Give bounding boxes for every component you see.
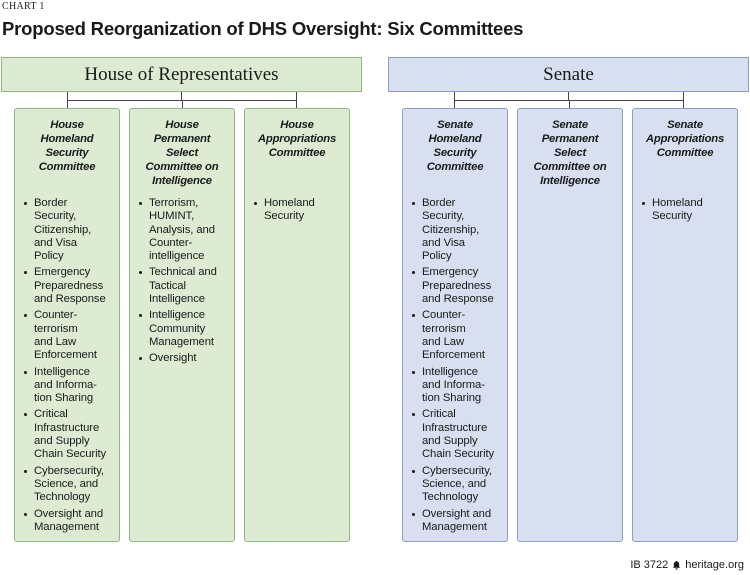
bullet-icon (412, 371, 415, 374)
duty-item (130, 266, 234, 306)
duty-text: Cybersecurity, Science, and Technology (34, 464, 104, 504)
duty-text: Oversight and Management (422, 507, 492, 533)
house-intelligence-committee (129, 108, 235, 542)
duty-text: Intelligence and Informa- tion Sharing (34, 365, 97, 405)
senate-drop-connector-2 (569, 100, 570, 108)
house-drop-connector-3 (296, 92, 297, 108)
issue-number: IB 3722 (630, 559, 669, 571)
footer (630, 559, 744, 571)
duty-text: Border Security, Citizenship, and Visa Policy (422, 197, 480, 263)
duty-list (403, 197, 507, 537)
duty-item (15, 309, 119, 362)
house-drop-connector-2 (182, 100, 183, 108)
duty-text: Homeland Security (264, 197, 315, 223)
senate-trunk-connector (568, 92, 569, 100)
duty-item (15, 366, 119, 406)
duty-item (403, 408, 507, 461)
duty-text: Homeland Security (652, 197, 703, 223)
senate-intelligence-committee (517, 108, 623, 542)
duty-list (633, 197, 737, 227)
duty-text: Intelligence and Informa- tion Sharing (422, 365, 485, 405)
senate-chamber-box (388, 57, 749, 92)
duty-text: Counter- terrorism and Law Enforcement (34, 309, 97, 362)
duty-text: Emergency Preparedness and Response (34, 266, 106, 306)
bullet-icon (412, 314, 415, 317)
duty-text: Critical Infrastructure and Supply Chain Security (34, 408, 107, 461)
committee-name: House Homeland Security Committee (38, 119, 96, 173)
bullet-icon (24, 202, 27, 205)
duty-text: Critical Infrastructure and Supply Chain Security (422, 408, 495, 461)
senate-chamber-name: Senate (543, 63, 594, 85)
duty-text: Counter- terrorism and Law Enforcement (422, 309, 485, 362)
duty-item (403, 508, 507, 535)
committee-name: Senate Homeland Security Committee (426, 119, 484, 173)
bullet-icon (642, 202, 645, 205)
committee-name: Senate Permanent Select Committee on Intelligence (533, 119, 607, 187)
duty-list (15, 197, 119, 537)
duty-text: Intelligence Community Management (149, 309, 214, 348)
committee-name: House Appropriations Committee (257, 119, 337, 159)
committee-name: Senate Appropriations Committee (645, 119, 725, 159)
chart-title: Proposed Reorganization of DHS Oversight: Six Committees (2, 18, 524, 39)
house-drop-connector-1 (67, 92, 68, 108)
bullet-icon (412, 413, 415, 416)
duty-text: Emergency Preparedness and Response (422, 266, 494, 306)
duty-item (15, 408, 119, 461)
duty-text: Border Security, Citizenship, and Visa Policy (34, 197, 92, 263)
duty-text: Terrorism, HUMINT, Analysis, and Counter- intelligence (149, 197, 215, 263)
bullet-icon (24, 513, 27, 516)
bullet-icon (24, 470, 27, 473)
senate-homeland-security-committee (402, 108, 508, 542)
duty-item (15, 266, 119, 306)
duty-item (130, 197, 234, 263)
committee-name: House Permanent Select Committee on Intelligence (145, 119, 219, 187)
bullet-icon (139, 271, 142, 274)
duty-text: Oversight and Management (34, 507, 104, 533)
duty-item (403, 197, 507, 263)
duty-text: Cybersecurity, Science, and Technology (422, 464, 492, 504)
bell-icon (672, 560, 681, 570)
bullet-icon (139, 202, 142, 205)
duty-item (403, 465, 507, 505)
duty-list (245, 197, 349, 227)
bullet-icon (139, 314, 142, 317)
duty-item (403, 309, 507, 362)
duty-item (130, 352, 234, 365)
bullet-icon (412, 513, 415, 516)
site-name: heritage.org (685, 559, 744, 571)
house-appropriations-committee (244, 108, 350, 542)
duty-text: Oversight (149, 352, 197, 365)
bullet-icon (254, 202, 257, 205)
duty-item (15, 197, 119, 263)
bullet-icon (139, 357, 142, 360)
senate-appropriations-committee (632, 108, 738, 542)
duty-item (15, 508, 119, 535)
duty-text: Technical and Tactical Intelligence (149, 266, 217, 306)
house-chamber-box (1, 57, 362, 92)
senate-drop-connector-1 (454, 92, 455, 108)
bullet-icon (24, 271, 27, 274)
bullet-icon (24, 314, 27, 317)
duty-item (245, 197, 349, 224)
senate-drop-connector-3 (683, 92, 684, 108)
bullet-icon (412, 271, 415, 274)
duty-item (633, 197, 737, 224)
duty-item (403, 366, 507, 406)
duty-item (15, 465, 119, 505)
house-trunk-connector (181, 92, 182, 100)
bullet-icon (24, 371, 27, 374)
bullet-icon (24, 413, 27, 416)
duty-item (130, 309, 234, 349)
chart-label: CHART 1 (2, 1, 45, 12)
duty-item (403, 266, 507, 306)
duty-list (130, 197, 234, 369)
house-chamber-name: House of Representatives (84, 63, 279, 85)
bullet-icon (412, 470, 415, 473)
house-homeland-security-committee (14, 108, 120, 542)
bullet-icon (412, 202, 415, 205)
